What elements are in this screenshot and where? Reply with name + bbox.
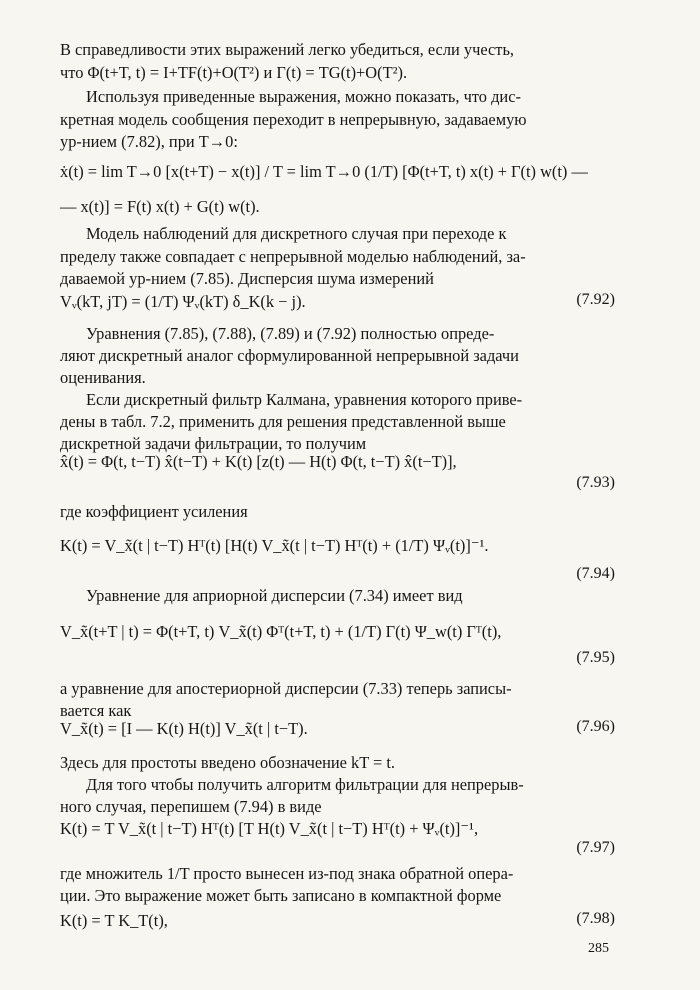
text-line: ного случая, перепишем (7.94) в виде — [60, 797, 322, 816]
text-line: где коэффициент усиления — [60, 502, 248, 521]
equation-7-97: K(t) = T V_x̃(t | t−T) Hᵀ(t) [T H(t) V_x̃(t | t−T) Hᵀ(t) + Ψᵥ(t)]⁻¹, — [60, 819, 479, 838]
text-line: оценивания. — [60, 368, 146, 387]
text-line: что Φ(t+T, t) = I+TF(t)+O(T²) и Γ(t) = TG(t)+O(T²). — [60, 63, 408, 82]
equation-number: (7.95) — [576, 649, 615, 666]
equation-7-96: V_x̃(t) = [I — K(t) H(t)] V_x̃(t | t−T). — [60, 719, 308, 738]
text-line: В справедливости этих выражений легко убедиться, если учесть, — [60, 40, 515, 59]
equation-7-93: x̂(t) = Φ(t, t−T) x̂(t−T) + K(t) [z(t) — H(t) Φ(t, t−T) x̂(t−T)], — [60, 452, 457, 471]
text-line: вается как — [60, 701, 132, 720]
text-line: ур-нием (7.82), при T→0: — [60, 132, 238, 151]
equation-number: (7.92) — [576, 291, 615, 308]
equation-number: (7.96) — [576, 718, 615, 735]
text-line: Используя приведенные выражения, можно показать, что дис- — [86, 87, 521, 106]
equation-limit-line1: ẋ(t) = lim T→0 [x(t+T) − x(t)] / T = lim T→0 (1/T) [Φ(t+T, t) x(t) + Γ(t) w(t) — — [60, 162, 588, 181]
equation-limit-line2: — x(t)] = F(t) x(t) + G(t) w(t). — [60, 197, 260, 216]
equation-7-95: V_x̃(t+T | t) = Φ(t+T, t) V_x̃(t) Φᵀ(t+T, t) + (1/T) Γ(t) Ψ_w(t) Γᵀ(t), — [60, 622, 502, 641]
text-line: дискретной задачи фильтрации, то получим — [60, 434, 367, 453]
text-line: Уравнение для априорной дисперсии (7.34) имеет вид — [86, 586, 463, 605]
text-line: Если дискретный фильтр Калмана, уравнения которого приве- — [86, 390, 523, 409]
equation-number: (7.94) — [576, 565, 615, 582]
text-line: даваемой ур-нием (7.85). Дисперсия шума измерений — [60, 269, 434, 288]
text-line: кретная модель сообщения переходит в непрерывную, задаваемую — [60, 110, 527, 129]
text-line: Модель наблюдений для дискретного случая при переходе к — [86, 224, 507, 243]
page-number: 285 — [588, 941, 609, 956]
text-line: ции. Это выражение может быть записано в компактной форме — [60, 886, 502, 905]
text-line: где множитель 1/T просто вынесен из-под знака обратной опера- — [60, 864, 514, 883]
text-line: Здесь для простоты введено обозначение kT = t. — [60, 753, 396, 772]
equation-number: (7.93) — [576, 474, 615, 491]
text-line: а уравнение для апостериорной дисперсии (7.33) теперь записы- — [60, 679, 512, 698]
text-line: Уравнения (7.85), (7.88), (7.89) и (7.92) полностью опреде- — [86, 324, 495, 343]
equation-number: (7.98) — [576, 910, 615, 927]
equation-7-94: K(t) = V_x̃(t | t−T) Hᵀ(t) [H(t) V_x̃(t | t−T) Hᵀ(t) + (1/T) Ψᵥ(t)]⁻¹. — [60, 536, 489, 555]
equation-7-92: Vᵥ(kT, jT) = (1/T) Ψᵥ(kT) δ_K(k − j). — [60, 292, 306, 311]
text-line: Для того чтобы получить алгоритм фильтрации для непрерыв- — [86, 775, 524, 794]
equation-7-98: K(t) = T K_T(t), — [60, 911, 168, 930]
text-line: пределу также совпадает с непрерывной моделью наблюдений, за- — [60, 247, 526, 266]
text-line: дены в табл. 7.2, применить для решения представленной выше — [60, 412, 506, 431]
equation-number: (7.97) — [576, 839, 615, 856]
text-line: ляют дискретный аналог сформулированной непрерывной задачи — [60, 346, 519, 365]
